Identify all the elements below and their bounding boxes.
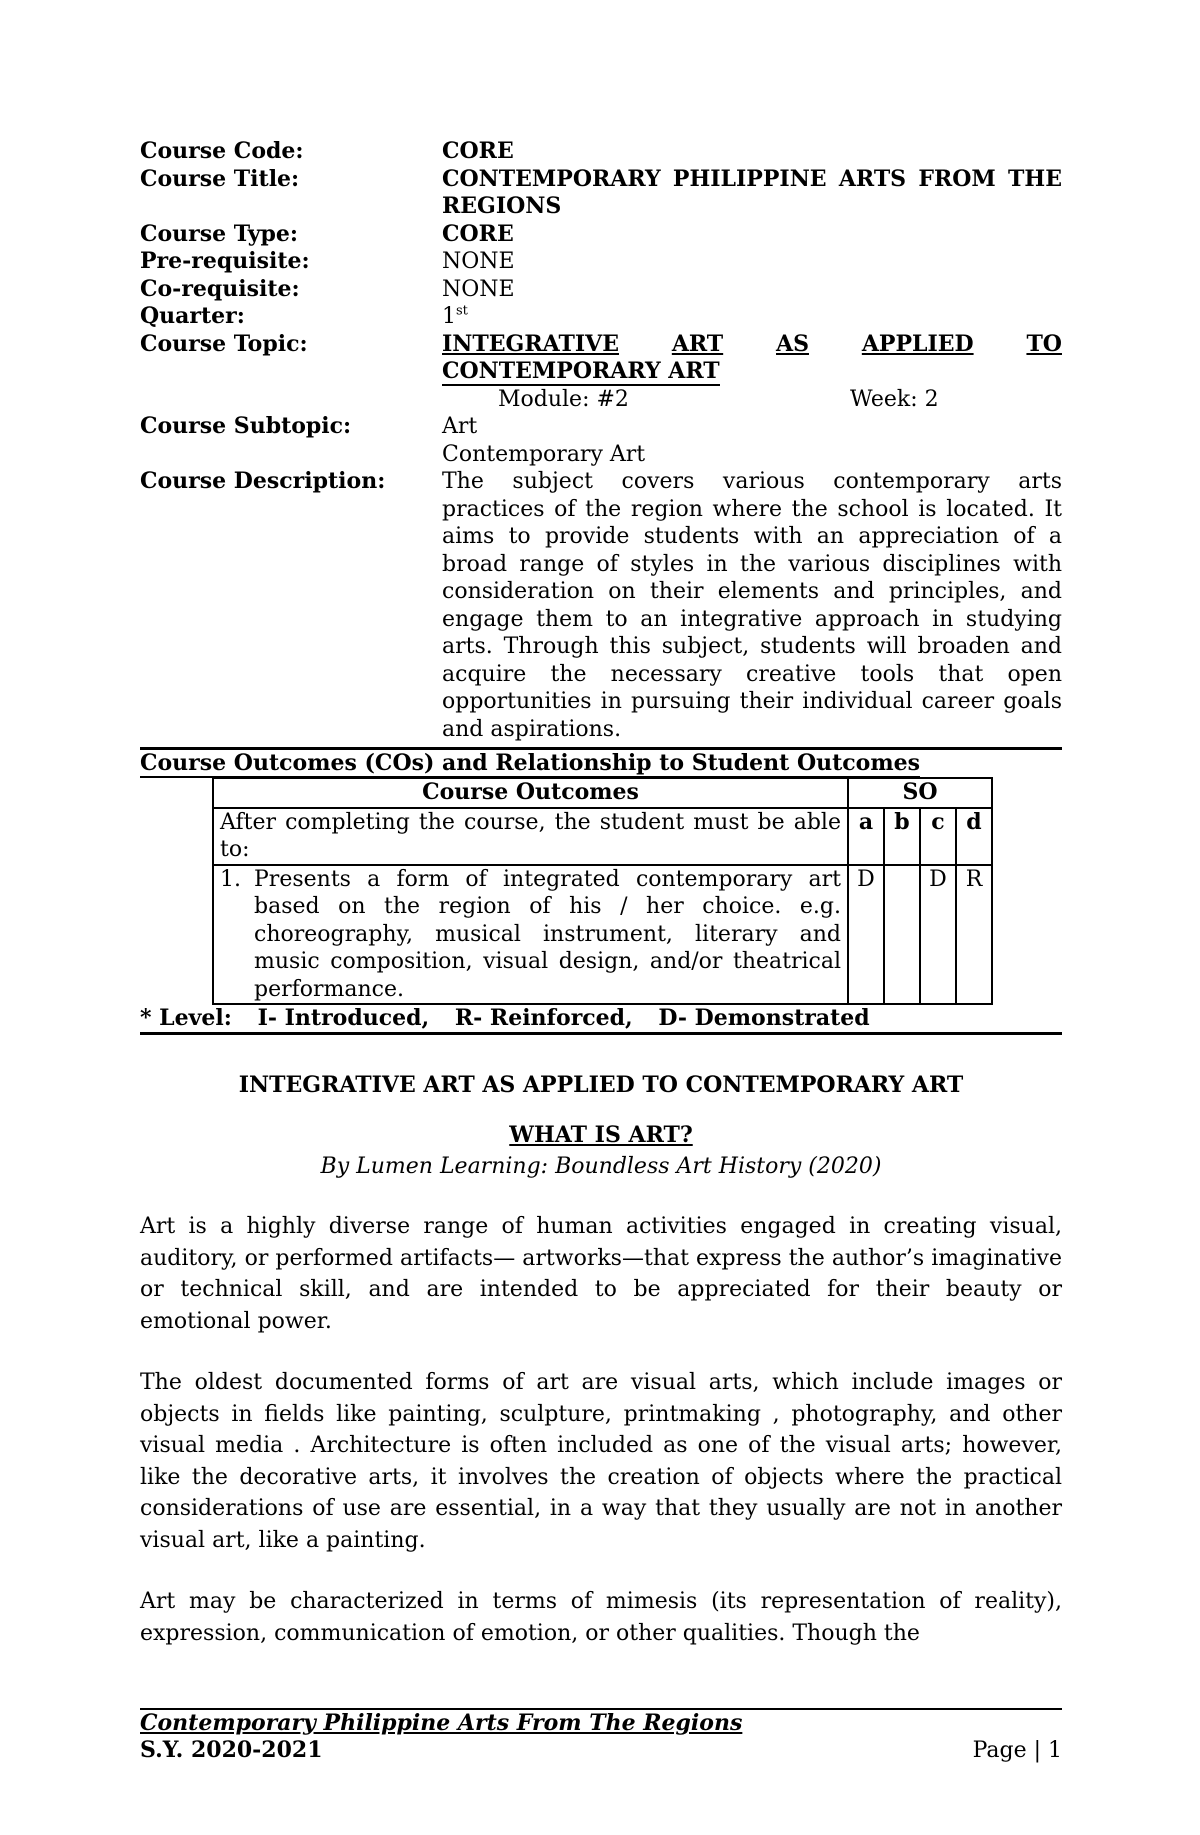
- level-legend: * Level: I- Introduced, R- Reinforced, D- Demonstrated: [140, 1005, 870, 1031]
- course-type-label: Course Type:: [140, 220, 299, 247]
- course-topic-value: [442, 331, 1062, 414]
- course-description-label: Course Description:: [140, 468, 386, 494]
- corequisite-value: NONE: [442, 276, 515, 302]
- outcome-number: 1.: [220, 866, 241, 892]
- so-mark-a: D: [848, 865, 884, 1005]
- article-subheading: WHAT IS ART?: [509, 1122, 693, 1148]
- quarter-label: Quarter:: [140, 303, 245, 329]
- paragraph-3: Art may be characterized in terms of mimesis (its representation of reality), expression, communication of emotion, or other qualities. Though the: [140, 1589, 1062, 1646]
- footer-course: Contemporary Philippine Arts From The Regions: [140, 1710, 743, 1736]
- page-footer: [140, 1708, 1062, 1764]
- outcome-item: [213, 865, 848, 1005]
- table-row: [213, 778, 992, 808]
- article-byline: By Lumen Learning: Boundless Art History (2020): [320, 1154, 882, 1179]
- course-description-value: The subject covers various contemporary arts practices of the region where the school is located. It aims to provide students with an appreciation of a broad range of styles in the various disciplines with consideration on their elements and principles, and engage them to an integrative approach in studying arts. Through this subject, students will broaden and acquire the necessary creative tools that open opportunities in pursuing their individual career goals and aspirations.: [442, 469, 1062, 742]
- so-mark-c: D: [920, 865, 956, 1005]
- page-content: [140, 138, 1062, 1649]
- divider: [140, 1032, 1062, 1035]
- outcomes-title: Course Outcomes (COs) and Relationship to Student Outcomes: [140, 750, 921, 776]
- module-number: Module: #2: [498, 386, 629, 412]
- footer-school-year: S.Y. 2020-2021: [140, 1737, 323, 1763]
- so-letter-c: c: [920, 808, 956, 865]
- topic-line-2: CONTEMPORARY ART: [442, 358, 720, 384]
- course-subtopic-label: Course Subtopic:: [140, 413, 352, 439]
- module-week: [442, 386, 1062, 414]
- corequisite-label: Co-requisite:: [140, 275, 300, 302]
- so-letter-b: b: [884, 808, 920, 865]
- week-number: Week: 2: [850, 386, 939, 412]
- paragraph-2: The oldest documented forms of art are visual arts, which include images or objects in fields like painting, sculpture, printmaking , photography, and other visual media . Architecture is often included as one of the visual arts; however, like the decorative arts, it involves the creation of objects where the practical considerations of use are essential, in a way that they usually are not in another visual art, like a painting.: [140, 1370, 1062, 1553]
- course-info: [140, 138, 1062, 743]
- topic-line-1: INTEGRATIVE ART AS APPLIED TO: [442, 330, 1062, 357]
- prerequisite-value: NONE: [442, 249, 515, 274]
- outcomes-table: [212, 777, 993, 1005]
- paragraph-1: Art is a highly diverse range of human activities engaged in creating visual, auditory, or performed artifacts— artworks—that express the author’s imaginative or technical skill, and are intended to be appreciated for their beauty or emotional power.: [140, 1214, 1062, 1334]
- so-letter-a: a: [848, 808, 884, 865]
- course-subtopic-value: Art Contemporary Art: [442, 414, 646, 467]
- course-title-label: Course Title:: [140, 165, 300, 192]
- article-heading: INTEGRATIVE ART AS APPLIED TO CONTEMPORARY ART: [238, 1072, 964, 1098]
- course-topic-label: Course Topic:: [140, 330, 308, 357]
- page-number: Page | 1: [972, 1738, 1062, 1763]
- course-type-value: CORE: [442, 220, 514, 247]
- table-row: [213, 808, 992, 865]
- so-letter-d: d: [956, 808, 992, 865]
- outcomes-intro: After completing the course, the student must be able to:: [213, 808, 848, 865]
- so-mark-b: [884, 865, 920, 1005]
- quarter-value: 1st: [442, 303, 468, 329]
- outcomes-header: Course Outcomes: [213, 778, 848, 808]
- course-code-value: CORE: [442, 138, 514, 164]
- course-code-label: Course Code:: [140, 138, 304, 164]
- prerequisite-label: Pre-requisite:: [140, 248, 310, 274]
- so-header: SO: [848, 778, 992, 808]
- so-mark-d: R: [956, 865, 992, 1005]
- outcome-text: Presents a form of integrated contemporary art based on the region of his / her choice. e.g. choreography, musical instrument, literary and music composition, visual design, and/or theatrical performance.: [254, 866, 841, 1002]
- course-title-value: CONTEMPORARY PHILIPPINE ARTS FROM THE REGIONS: [442, 165, 1062, 219]
- table-row: [213, 865, 992, 1005]
